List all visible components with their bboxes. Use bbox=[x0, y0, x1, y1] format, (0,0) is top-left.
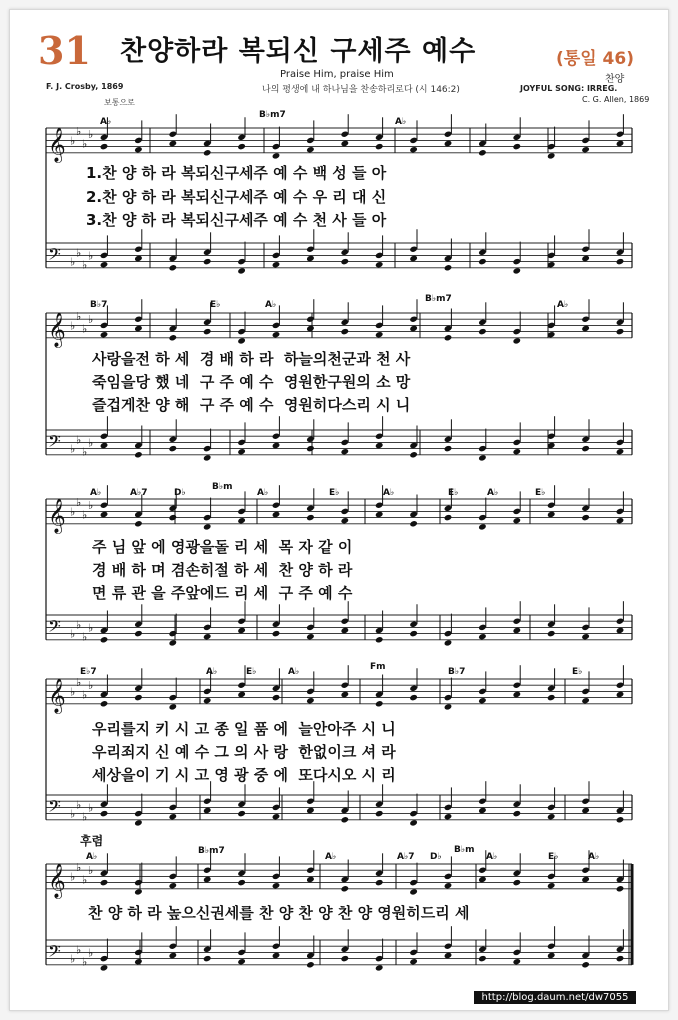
note-head bbox=[375, 511, 384, 518]
flat-icon: ♭ bbox=[70, 627, 76, 641]
treble-clef-icon: 𝄞 bbox=[48, 498, 66, 534]
chord-symbol: E♭ bbox=[535, 488, 546, 498]
note-head bbox=[203, 454, 212, 461]
note-head bbox=[341, 627, 350, 634]
chord-symbol: E♭ bbox=[548, 852, 559, 862]
note-head bbox=[203, 955, 212, 962]
note-head bbox=[409, 325, 418, 332]
flat-icon: ♭ bbox=[82, 688, 88, 702]
note-head bbox=[581, 514, 590, 521]
note-head bbox=[513, 517, 522, 524]
chord-symbol: A♭ bbox=[557, 300, 569, 310]
note-head bbox=[513, 958, 522, 965]
note-head bbox=[237, 879, 246, 886]
note-head bbox=[581, 807, 590, 814]
note-head bbox=[375, 879, 384, 886]
note-head bbox=[100, 331, 109, 338]
note-head bbox=[616, 140, 625, 147]
lyric-line-verse-3: 즐겁게찬 양 해 구 주 예 수 영원히다스리 시 니 bbox=[92, 396, 411, 414]
note-head bbox=[444, 882, 453, 889]
note-head bbox=[547, 152, 556, 159]
note-head bbox=[134, 694, 143, 701]
note-head bbox=[513, 267, 522, 274]
flat-icon: ♭ bbox=[76, 798, 82, 812]
note-head bbox=[169, 514, 178, 521]
flat-icon: ♭ bbox=[88, 313, 94, 327]
flat-icon: ♭ bbox=[82, 810, 88, 824]
bass-clef-icon: 𝄢 bbox=[48, 940, 61, 965]
lyricist: F. J. Crosby, 1869 bbox=[46, 82, 124, 91]
composer: C. G. Allen, 1869 bbox=[582, 95, 650, 104]
note-head bbox=[444, 952, 453, 959]
lyric-line-refrain: 찬 양 하 라 높으신권세를 찬 양 찬 양 찬 양 영원히드리 세 bbox=[88, 904, 470, 922]
english-title: Praise Him, praise Him bbox=[280, 69, 394, 80]
note-head bbox=[169, 882, 178, 889]
flat-icon: ♭ bbox=[76, 861, 82, 875]
note-head bbox=[513, 627, 522, 634]
flat-icon: ♭ bbox=[82, 137, 88, 151]
chord-symbol: A♭ bbox=[100, 117, 112, 127]
note-head bbox=[478, 697, 487, 704]
chord-symbol: A♭ bbox=[265, 300, 277, 310]
note-head bbox=[134, 520, 143, 527]
note-head bbox=[237, 517, 246, 524]
note-head bbox=[203, 633, 212, 640]
chord-symbol: E♭7 bbox=[80, 667, 97, 677]
note-head bbox=[203, 258, 212, 265]
lyric-line-verse-2: 2.찬 양 하 라 복되신구세주 예 수 우 리 대 신 bbox=[86, 188, 387, 206]
flat-icon: ♭ bbox=[70, 134, 76, 148]
note-head bbox=[581, 633, 590, 640]
note-head bbox=[203, 876, 212, 883]
flat-icon: ♭ bbox=[82, 322, 88, 336]
note-head bbox=[478, 955, 487, 962]
chord-symbol: B♭7 bbox=[90, 300, 108, 310]
chord-symbol: A♭ bbox=[588, 852, 600, 862]
note-head bbox=[134, 958, 143, 965]
note-head bbox=[409, 819, 418, 826]
chord-symbol: E♭ bbox=[329, 488, 340, 498]
flat-icon: ♭ bbox=[70, 255, 76, 269]
flat-icon: ♭ bbox=[70, 319, 76, 333]
note-head bbox=[616, 691, 625, 698]
note-head bbox=[237, 448, 246, 455]
chord-symbol: A♭ bbox=[486, 852, 498, 862]
note-head bbox=[169, 639, 178, 646]
flat-icon: ♭ bbox=[76, 943, 82, 957]
chord-symbol: B♭m bbox=[454, 845, 475, 855]
note-head bbox=[581, 325, 590, 332]
chord-symbol: E♭ bbox=[246, 667, 257, 677]
note-head bbox=[272, 694, 281, 701]
note-head bbox=[547, 882, 556, 889]
note-head bbox=[169, 334, 178, 341]
chord-symbol: A♭7 bbox=[130, 488, 148, 498]
tune-name: JOYFUL SONG: IRREG. bbox=[520, 84, 618, 93]
note-head bbox=[616, 328, 625, 335]
note-head bbox=[134, 888, 143, 895]
note-head bbox=[341, 517, 350, 524]
note-head bbox=[375, 143, 384, 150]
treble-clef-icon: 𝄞 bbox=[48, 863, 66, 899]
note-head bbox=[341, 955, 350, 962]
lyric-line-verse-3: 3.찬 양 하 라 복되신구세주 예 수 천 사 들 아 bbox=[86, 211, 387, 229]
treble-clef-icon: 𝄞 bbox=[48, 312, 66, 348]
lyric-line-verse-3: 세상을이 기 시 고 영 광 중 에 또다시오 시 리 bbox=[92, 766, 396, 784]
chord-symbol: Fm bbox=[370, 662, 386, 672]
note-head bbox=[237, 627, 246, 634]
flat-icon: ♭ bbox=[82, 955, 88, 969]
lyric-line-verse-2: 죽임을당 했 네 구 주 예 수 영원한구원의 소 망 bbox=[92, 373, 411, 391]
treble-clef-icon: 𝄞 bbox=[48, 678, 66, 714]
flat-icon: ♭ bbox=[88, 621, 94, 635]
flat-icon: ♭ bbox=[76, 125, 82, 139]
note-head bbox=[547, 694, 556, 701]
bass-clef-icon: 𝄢 bbox=[48, 430, 61, 455]
flat-icon: ♭ bbox=[70, 870, 76, 884]
note-head bbox=[272, 813, 281, 820]
flat-icon: ♭ bbox=[70, 952, 76, 966]
flat-icon: ♭ bbox=[88, 128, 94, 142]
genre-label: 찬양 bbox=[605, 74, 625, 85]
chord-symbol: B♭m7 bbox=[198, 846, 225, 856]
note-head bbox=[306, 961, 315, 968]
note-head bbox=[513, 810, 522, 817]
note-head bbox=[134, 255, 143, 262]
note-head bbox=[134, 819, 143, 826]
note-head bbox=[134, 451, 143, 458]
note-head bbox=[616, 885, 625, 892]
note-head bbox=[306, 146, 315, 153]
bass-clef-icon: 𝄢 bbox=[48, 615, 61, 640]
note-head bbox=[547, 511, 556, 518]
note-head bbox=[581, 961, 590, 968]
note-head bbox=[581, 255, 590, 262]
flat-icon: ♭ bbox=[88, 864, 94, 878]
note-head bbox=[478, 876, 487, 883]
note-head bbox=[616, 816, 625, 823]
treble-clef-icon: 𝄞 bbox=[48, 127, 66, 163]
note-head bbox=[100, 511, 109, 518]
note-head bbox=[444, 334, 453, 341]
note-head bbox=[444, 445, 453, 452]
note-head bbox=[478, 454, 487, 461]
note-head bbox=[100, 964, 109, 971]
chord-symbol: A♭ bbox=[288, 667, 300, 677]
chord-symbol: A♭7 bbox=[397, 852, 415, 862]
note-head bbox=[375, 331, 384, 338]
note-head bbox=[203, 807, 212, 814]
note-head bbox=[478, 633, 487, 640]
note-head bbox=[237, 958, 246, 965]
note-head bbox=[409, 255, 418, 262]
note-head bbox=[306, 876, 315, 883]
note-head bbox=[134, 325, 143, 332]
note-head bbox=[409, 146, 418, 153]
note-head bbox=[375, 261, 384, 268]
flat-icon: ♭ bbox=[76, 618, 82, 632]
lyric-line-verse-2: 우리죄지 신 예 수 그 의 사 랑 한없이크 셔 라 bbox=[92, 743, 396, 761]
note-head bbox=[306, 255, 315, 262]
note-head bbox=[513, 691, 522, 698]
note-head bbox=[203, 149, 212, 156]
note-head bbox=[169, 140, 178, 147]
flat-icon: ♭ bbox=[88, 679, 94, 693]
note-head bbox=[375, 810, 384, 817]
note-head bbox=[237, 810, 246, 817]
flat-icon: ♭ bbox=[88, 249, 94, 263]
flat-icon: ♭ bbox=[70, 505, 76, 519]
note-head bbox=[409, 520, 418, 527]
note-head bbox=[409, 888, 418, 895]
lyric-line-verse-1: 1.찬 양 하 라 복되신구세주 예 수 백 성 들 아 bbox=[86, 164, 387, 182]
note-head bbox=[478, 807, 487, 814]
note-head bbox=[409, 451, 418, 458]
note-head bbox=[375, 964, 384, 971]
note-head bbox=[444, 813, 453, 820]
note-head bbox=[306, 807, 315, 814]
chord-symbol: A♭ bbox=[206, 667, 218, 677]
note-head bbox=[478, 258, 487, 265]
chord-symbol: A♭ bbox=[90, 488, 102, 498]
chord-symbol: B♭m7 bbox=[259, 110, 286, 120]
note-head bbox=[100, 700, 109, 707]
note-head bbox=[478, 523, 487, 530]
note-head bbox=[616, 517, 625, 524]
note-head bbox=[478, 328, 487, 335]
note-head bbox=[444, 140, 453, 147]
note-head bbox=[341, 140, 350, 147]
chord-symbol: A♭ bbox=[487, 488, 499, 498]
flat-icon: ♭ bbox=[88, 801, 94, 815]
note-head bbox=[409, 694, 418, 701]
note-head bbox=[513, 143, 522, 150]
flat-icon: ♭ bbox=[70, 807, 76, 821]
chord-symbol: A♭ bbox=[395, 117, 407, 127]
chord-symbol: E♭ bbox=[210, 300, 221, 310]
flat-icon: ♭ bbox=[76, 496, 82, 510]
lyric-line-verse-1: 사랑을전 하 세 경 배 하 라 하늘의천군과 천 사 bbox=[92, 350, 411, 368]
note-head bbox=[272, 261, 281, 268]
note-head bbox=[547, 813, 556, 820]
note-head bbox=[237, 143, 246, 150]
chord-symbol: D♭ bbox=[174, 488, 186, 498]
chord-symbol: D♭ bbox=[430, 852, 442, 862]
note-head bbox=[375, 636, 384, 643]
note-head bbox=[134, 146, 143, 153]
note-head bbox=[203, 328, 212, 335]
chord-symbol: B♭7 bbox=[448, 667, 466, 677]
note-head bbox=[272, 152, 281, 159]
flat-icon: ♭ bbox=[88, 436, 94, 450]
note-head bbox=[444, 264, 453, 271]
bass-clef-icon: 𝄢 bbox=[48, 243, 61, 268]
note-head bbox=[237, 267, 246, 274]
note-head bbox=[547, 952, 556, 959]
note-head bbox=[169, 813, 178, 820]
flat-icon: ♭ bbox=[82, 873, 88, 887]
flat-icon: ♭ bbox=[76, 310, 82, 324]
note-head bbox=[100, 636, 109, 643]
note-head bbox=[341, 448, 350, 455]
note-head bbox=[375, 442, 384, 449]
note-head bbox=[169, 445, 178, 452]
flat-icon: ♭ bbox=[70, 685, 76, 699]
note-head bbox=[237, 337, 246, 344]
hymn-title: 찬양하라 복되신 구세주 예수 bbox=[120, 36, 477, 67]
note-head bbox=[375, 700, 384, 707]
note-head bbox=[581, 876, 590, 883]
note-head bbox=[616, 258, 625, 265]
note-head bbox=[306, 697, 315, 704]
unified-hymnal-number: (통일 46) bbox=[556, 49, 634, 69]
flat-icon: ♭ bbox=[70, 442, 76, 456]
note-head bbox=[616, 955, 625, 962]
note-head bbox=[409, 958, 418, 965]
note-head bbox=[272, 511, 281, 518]
chord-symbol: A♭ bbox=[325, 852, 337, 862]
note-head bbox=[444, 639, 453, 646]
note-head bbox=[100, 879, 109, 886]
chord-symbol: E♭ bbox=[448, 488, 459, 498]
note-head bbox=[272, 331, 281, 338]
note-head bbox=[513, 448, 522, 455]
flat-icon: ♭ bbox=[82, 508, 88, 522]
note-head bbox=[513, 879, 522, 886]
scripture-reference: 나의 평생에 내 하나님을 찬송하리로다 (시 146:2) bbox=[262, 85, 460, 95]
note-head bbox=[203, 523, 212, 530]
flat-icon: ♭ bbox=[82, 258, 88, 272]
note-head bbox=[341, 885, 350, 892]
refrain-label: 후렴 bbox=[80, 834, 104, 848]
chord-symbol: B♭m bbox=[212, 482, 233, 492]
flat-icon: ♭ bbox=[82, 630, 88, 644]
note-head bbox=[100, 810, 109, 817]
note-head bbox=[100, 442, 109, 449]
note-head bbox=[581, 697, 590, 704]
chord-symbol: A♭ bbox=[383, 488, 395, 498]
note-head bbox=[272, 882, 281, 889]
lyric-line-verse-3: 면 류 관 을 주앞에드 리 세 구 주 예 수 bbox=[92, 584, 353, 602]
note-head bbox=[341, 691, 350, 698]
note-head bbox=[272, 630, 281, 637]
lyric-line-verse-2: 경 배 하 며 겸손히절 하 세 찬 양 하 라 bbox=[92, 561, 353, 579]
note-head bbox=[444, 703, 453, 710]
chord-symbol: A♭ bbox=[86, 852, 98, 862]
flat-icon: ♭ bbox=[88, 499, 94, 513]
note-head bbox=[409, 630, 418, 637]
note-head bbox=[169, 703, 178, 710]
note-head bbox=[272, 442, 281, 449]
note-head bbox=[100, 143, 109, 150]
note-head bbox=[306, 445, 315, 452]
note-head bbox=[272, 952, 281, 959]
blog-watermark: http://blog.daum.net/dw7055 bbox=[474, 991, 636, 1004]
note-head bbox=[581, 146, 590, 153]
lyric-line-verse-1: 주 님 앞 에 영광을돌 리 세 목 자 같 이 bbox=[92, 538, 353, 556]
note-head bbox=[341, 816, 350, 823]
lyric-line-verse-1: 우리를지 키 시 고 종 일 품 에 늘안아주 시 니 bbox=[92, 720, 396, 738]
flat-icon: ♭ bbox=[82, 445, 88, 459]
note-head bbox=[616, 627, 625, 634]
chord-symbol: B♭m7 bbox=[425, 294, 452, 304]
note-head bbox=[478, 149, 487, 156]
flat-icon: ♭ bbox=[88, 946, 94, 960]
note-head bbox=[341, 328, 350, 335]
flat-icon: ♭ bbox=[76, 246, 82, 260]
note-head bbox=[237, 691, 246, 698]
flat-icon: ♭ bbox=[76, 433, 82, 447]
note-head bbox=[444, 514, 453, 521]
note-head bbox=[616, 448, 625, 455]
note-head bbox=[306, 325, 315, 332]
chord-symbol: A♭ bbox=[257, 488, 269, 498]
note-head bbox=[100, 261, 109, 268]
tempo-marking: 보통으로 bbox=[104, 98, 135, 107]
note-head bbox=[306, 514, 315, 521]
note-head bbox=[203, 697, 212, 704]
chord-symbol: E♭ bbox=[572, 667, 583, 677]
hymn-number: 31 bbox=[38, 28, 91, 73]
note-head bbox=[134, 630, 143, 637]
note-head bbox=[547, 630, 556, 637]
note-head bbox=[581, 445, 590, 452]
flat-icon: ♭ bbox=[76, 676, 82, 690]
note-head bbox=[169, 952, 178, 959]
note-head bbox=[513, 337, 522, 344]
note-head bbox=[169, 264, 178, 271]
note-head bbox=[341, 258, 350, 265]
bass-clef-icon: 𝄢 bbox=[48, 795, 61, 820]
note-head bbox=[306, 633, 315, 640]
